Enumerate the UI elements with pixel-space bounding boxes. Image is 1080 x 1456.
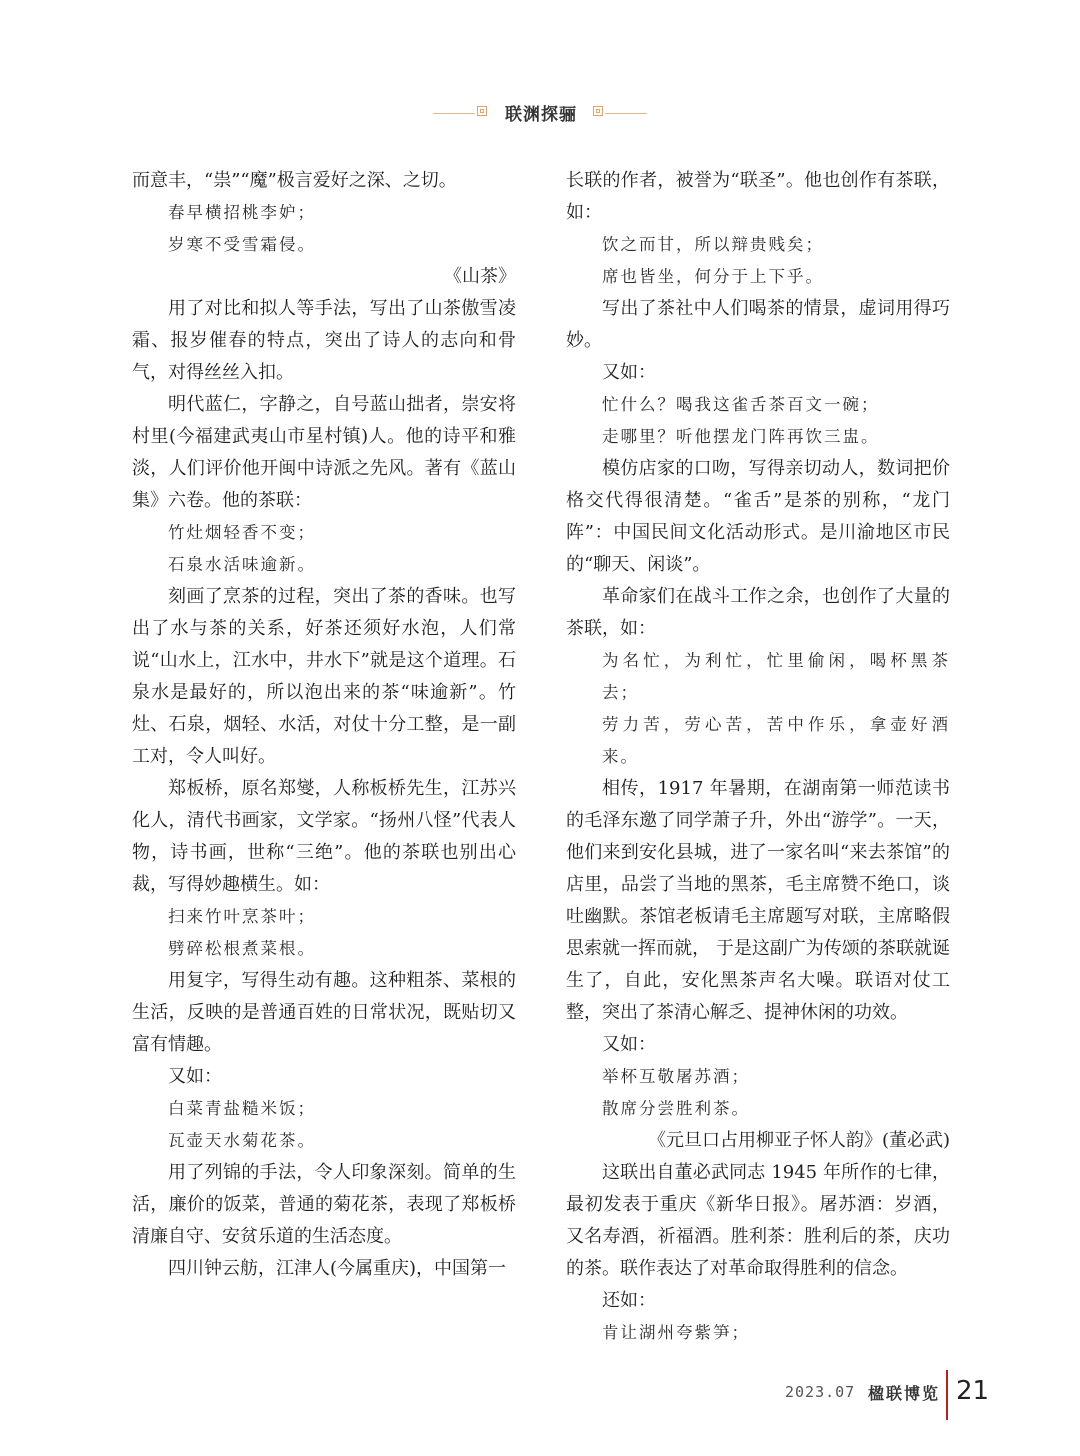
couplet-line: 春早横招桃李妒； (168, 203, 316, 222)
couplet-line: 饮之而甘，所以辩贵贱矣； (602, 235, 824, 254)
couplet-line: 为名忙，为利忙，忙里偷闲，喝杯黑茶去； (602, 651, 950, 702)
couplet-line: 石泉水活味逾新。 (168, 555, 316, 574)
header-rule-right (605, 113, 647, 114)
body-paragraph: 用了对比和拟人等手法，写出了山茶傲雪凌霜、报岁催春的特点，突出了诗人的志向和骨气，对得丝丝入扣。 (132, 298, 516, 383)
right-text-column (566, 165, 950, 1349)
body-paragraph: 郑板桥，原名郑燮，人称板桥先生，江苏兴化人，清代书画家，文学家。“扬州八怪”代表人物，诗书画，世称“三绝”。他的茶联也别出心裁，写得妙趣横生。如： (132, 778, 516, 895)
body-paragraph: 还如： (602, 1290, 656, 1311)
left-text-column (132, 165, 516, 1285)
body-paragraph: 又如： (602, 1034, 656, 1055)
body-paragraph: 四川钟云舫，江津人(今属重庆)，中国第一 (168, 1258, 507, 1279)
couplet-line: 扫来竹叶烹茶叶； (168, 907, 316, 926)
source-citation: 《山茶》 (444, 266, 516, 287)
footer-divider (946, 1370, 948, 1420)
body-paragraph: 写出了茶社中人们喝茶的情景，虚词用得巧妙。 (566, 298, 950, 351)
body-paragraph: 这联出自董必武同志 1945 年所作的七律，最初发表于重庆《新华日报》。屠苏酒：岁酒，又名寿酒，祈福酒。胜利茶：胜利后的茶，庆功的茶。联作表达了对革命取得胜利的信念。 (566, 1162, 950, 1279)
couplet-line: 举杯互敬屠苏酒； (602, 1067, 750, 1086)
body-paragraph: 用复字，写得生动有趣。这种粗茶、菜根的生活，反映的是普通百姓的日常状况，既贴切又富有情趣。 (132, 970, 516, 1055)
header-rule-left (433, 113, 475, 114)
body-paragraph: 用了列锦的手法，令人印象深刻。简单的生活，廉价的饭菜，普通的菊花茶，表现了郑板桥清廉自守、安贫乐道的生活态度。 (132, 1162, 516, 1247)
ornament-icon (593, 106, 603, 116)
continued-paragraph: 而意丰，“祟”“魔”极言爱好之深、之切。 (132, 170, 457, 191)
couplet-line: 劳力苦，劳心苦，苦中作乐，拿壶好酒来。 (602, 715, 950, 766)
magazine-name: 楹联博览 (868, 1384, 941, 1403)
body-paragraph: 明代蓝仁，字静之，自号蓝山拙者，崇安将村里(今福建武夷山市星村镇)人。他的诗平和雅淡，人们评价他开闽中诗派之先风。著有《蓝山集》六卷。他的茶联： (132, 394, 516, 511)
couplet-line: 白菜青盐糙米饭； (168, 1099, 316, 1118)
continued-paragraph: 长联的作者，被誉为“联圣”。他也创作有茶联，如： (566, 170, 950, 223)
couplet-line: 竹灶烟轻香不变； (168, 523, 316, 542)
body-paragraph: 革命家们在战斗工作之余，也创作了大量的茶联，如： (566, 586, 950, 639)
section-title: 联渊探骊 (505, 105, 577, 125)
couplet-line: 劈碎松根煮菜根。 (168, 939, 316, 958)
body-paragraph: 又如： (602, 362, 656, 383)
body-paragraph: 模仿店家的口吻，写得亲切动人，数词把价格交代得很清楚。“雀舌”是茶的别称，“龙门阵”：中国民间文化活动形式。是川渝地区市民的“聊天、闲谈”。 (566, 458, 950, 575)
ornament-icon (477, 106, 487, 116)
couplet-line: 席也皆坐，何分于上下乎。 (602, 267, 824, 286)
couplet-line: 肯让湖州夸紫笋； (602, 1323, 750, 1342)
couplet-line: 走哪里？听他摆龙门阵再饮三盅。 (602, 427, 880, 446)
page-footer (0, 1376, 1080, 1416)
body-paragraph: 又如： (168, 1066, 222, 1087)
couplet-line: 瓦壶天水菊花茶。 (168, 1131, 316, 1150)
source-citation: 《元旦口占用柳亚子怀人韵》(董必武) (647, 1130, 950, 1151)
page-number: 21 (956, 1376, 990, 1406)
body-paragraph: 刻画了烹茶的过程，突出了茶的香味。也写出了水与茶的关系，好茶还须好水泡，人们常说“山水上，江水中，井水下”就是这个道理。石泉水是最好的，所以泡出来的茶“味逾新”。竹灶、石泉，烟轻、水活，对仗十分工整，是一副工对，令人叫好。 (132, 586, 516, 767)
couplet-line: 散席分尝胜利茶。 (602, 1099, 750, 1118)
body-paragraph: 相传，1917 年暑期，在湖南第一师范读书的毛泽东邀了同学萧子升，外出“游学”。一天，他们来到安化县城，进了一家名叫“来去茶馆”的店里，品尝了当地的黑茶，毛主席赞不绝口，谈吐幽默。茶馆老板请毛主席题写对联，主席略假思索就一挥而就， 于是这副广为传颂的茶联就诞生了，自此，安化黑茶声名大噪。联语对仗工整，突出了茶清心解乏、提神休闲的功效。 (566, 778, 950, 1023)
page-header (0, 100, 1080, 128)
couplet-line: 岁寒不受雪霜侵。 (168, 235, 316, 254)
couplet-line: 忙什么？喝我这雀舌茶百文一碗； (602, 395, 880, 414)
issue-date: 2023.07 (785, 1383, 856, 1401)
